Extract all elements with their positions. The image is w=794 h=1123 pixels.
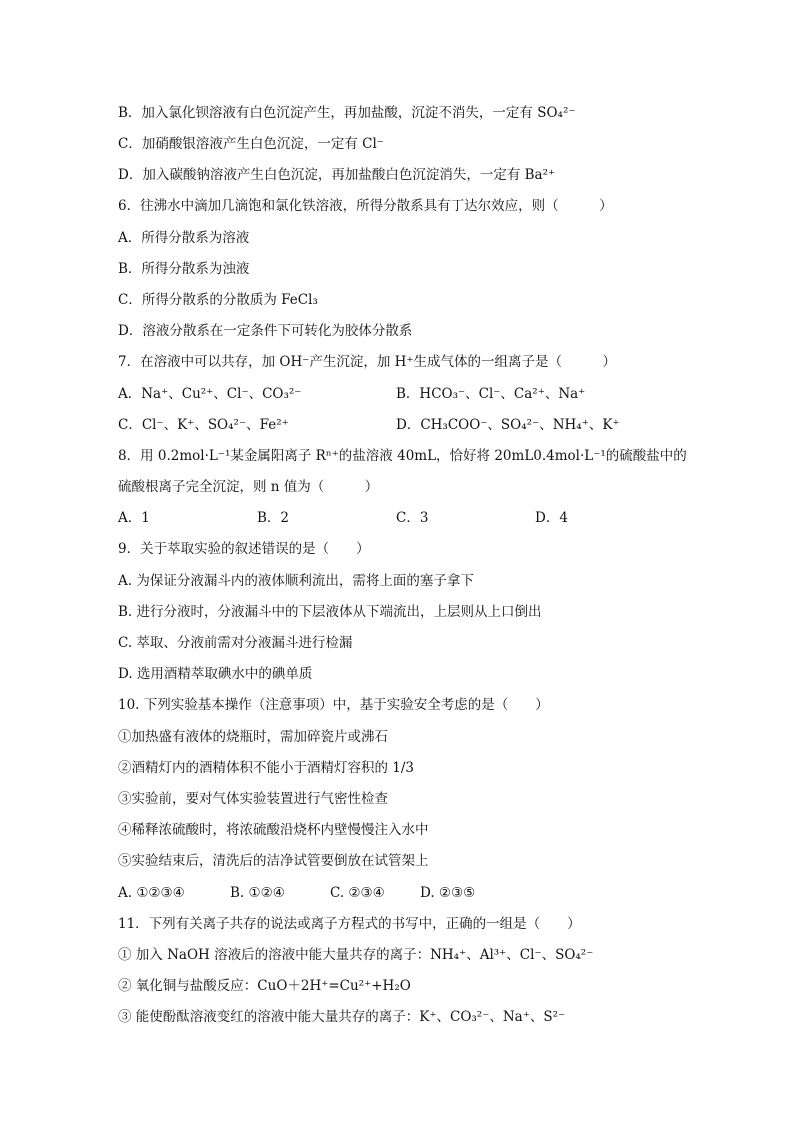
q10-item-3: ③实验前，要对气体实验装置进行气密性检查 xyxy=(118,791,388,807)
q8-option-c: C．3 xyxy=(396,510,429,526)
q5-option-c: C．加硝酸银溶液产生白色沉淀，一定有 Cl⁻ xyxy=(118,136,384,152)
q5-option-d: D．加入碳酸钠溶液产生白色沉淀，再加盐酸白色沉淀消失，一定有 Ba²⁺ xyxy=(118,167,556,183)
q6-option-d: D．溶液分散系在一定条件下可转化为胶体分散系 xyxy=(118,323,413,339)
q6-option-c: C．所得分散系的分散质为 FeCl₃ xyxy=(118,292,318,308)
q9-stem: 9．关于萃取实验的叙述错误的是（ ） xyxy=(118,541,370,557)
q10-option-b: B. ①②④ xyxy=(230,885,285,901)
q6-option-b: B．所得分散系为浊液 xyxy=(118,261,250,277)
q11-item-2: ② 氧化铜与盐酸反应：CuO＋2H⁺=Cu²⁺+H₂O xyxy=(118,978,411,994)
q7-stem: 7．在溶液中可以共存，加 OH⁻产生沉淀，加 H⁺生成气体的一组离子是（ ） xyxy=(118,354,617,370)
q10-option-c: C. ②③④ xyxy=(330,885,385,901)
q10-stem: 10. 下列实验基本操作（注意事项）中，基于实验安全考虑的是（ ） xyxy=(118,697,549,713)
q8-option-d: D．4 xyxy=(535,510,568,526)
q8-option-a: A．1 xyxy=(118,510,150,526)
q6-stem: 6．往沸水中滴加几滴饱和氯化铁溶液，所得分散系具有丁达尔效应，则（ ） xyxy=(118,198,613,214)
q10-option-a: A. ①②③④ xyxy=(118,885,185,901)
q10-option-d: D. ②③⑤ xyxy=(420,885,476,901)
q10-item-5: ⑤实验结束后，清洗后的洁净试管要倒放在试管架上 xyxy=(118,853,429,869)
q7-option-d: D．CH₃COO⁻、SO₄²⁻、NH₄⁺、K⁺ xyxy=(396,417,620,433)
q7-option-a: A．Na⁺、Cu²⁺、Cl⁻、CO₃²⁻ xyxy=(118,386,302,402)
q11-item-1: ① 加入 NaOH 溶液后的溶液中能大量共存的离子：NH₄⁺、Al³⁺、Cl⁻、SO₄²⁻ xyxy=(118,947,594,963)
q5-option-b: B．加入氯化钡溶液有白色沉淀产生，再加盐酸，沉淀不消失，一定有 SO₄²⁻ xyxy=(118,105,576,121)
q7-option-c: C．Cl⁻、K⁺、SO₄²⁻、Fe²⁺ xyxy=(118,417,289,433)
q7-option-b: B．HCO₃⁻、Cl⁻、Ca²⁺、Na⁺ xyxy=(396,386,586,402)
q6-option-a: A．所得分散系为溶液 xyxy=(118,230,250,246)
q9-option-c: C. 萃取、分液前需对分液漏斗进行检漏 xyxy=(118,635,353,651)
q8-stem-line-1: 8．用 0.2mol·L⁻¹某金属阳离子 Rⁿ⁺的盐溶液 40mL，恰好将 20mL0.4mol·L⁻¹的硫酸盐中的 xyxy=(118,448,687,464)
q10-item-1: ①加热盛有液体的烧瓶时，需加碎瓷片或沸石 xyxy=(118,729,388,745)
q9-option-b: B. 进行分液时，分液漏斗中的下层液体从下端流出，上层则从上口倒出 xyxy=(118,604,542,620)
q11-item-3: ③ 能使酚酞溶液变红的溶液中能大量共存的离子：K⁺、CO₃²⁻、Na⁺、S²⁻ xyxy=(118,1009,566,1025)
q10-item-2: ②酒精灯内的酒精体积不能小于酒精灯容积的 1/3 xyxy=(118,760,415,776)
q9-option-a: A. 为保证分液漏斗内的液体顺利流出，需将上面的塞子拿下 xyxy=(118,573,474,589)
q11-stem: 11．下列有关离子共存的说法或离子方程式的书写中，正确的一组是（ ） xyxy=(118,916,581,932)
q9-option-d: D. 选用酒精萃取碘水中的碘单质 xyxy=(118,666,313,682)
q8-option-b: B．2 xyxy=(257,510,290,526)
q10-item-4: ④稀释浓硫酸时，将浓硫酸沿烧杯内壁慢慢注入水中 xyxy=(118,822,429,838)
q8-stem-line-2: 硫酸根离子完全沉淀，则 n 值为（ ） xyxy=(118,479,379,495)
